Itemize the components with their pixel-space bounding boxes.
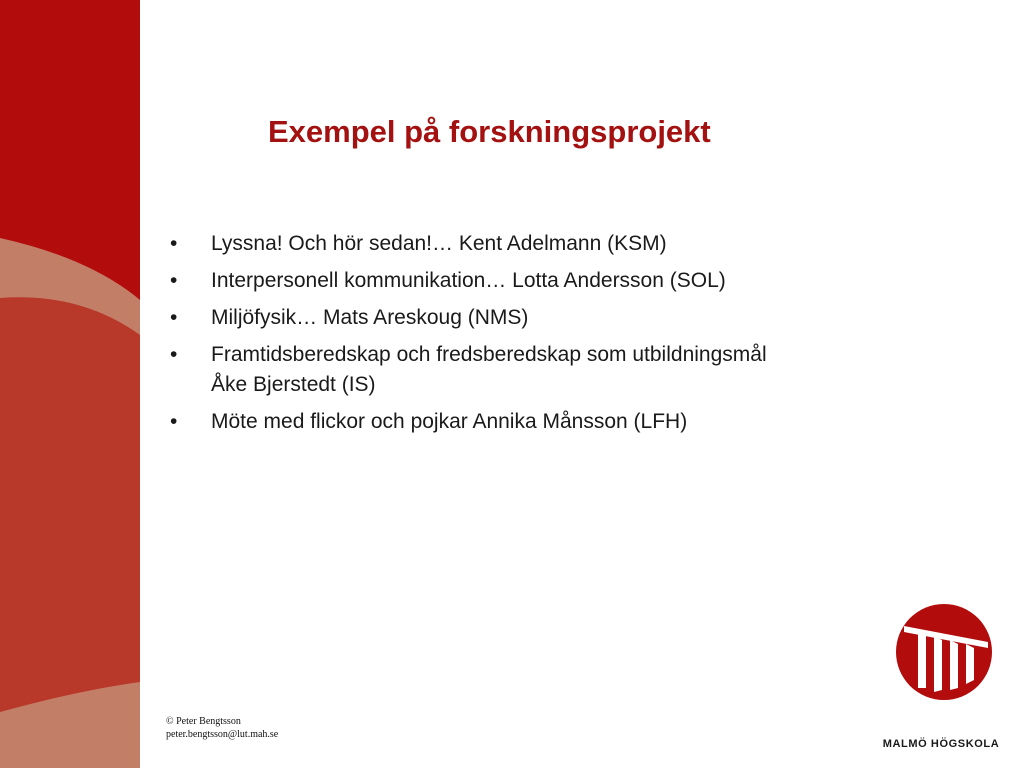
bullet-item — [170, 407, 930, 437]
decorative-side-band — [0, 0, 140, 768]
bullet-marker: • — [170, 306, 178, 329]
bullet-item — [170, 266, 930, 296]
bullet-item — [170, 340, 930, 400]
bullet-marker: • — [170, 232, 178, 255]
bullet-text-continued: Åke Bjerstedt (IS) — [211, 373, 376, 396]
malmo-hogskola-logo-icon — [880, 602, 1008, 702]
logo-wordmark: MALMÖ HÖGSKOLA — [882, 738, 1000, 750]
bullet-text: Lyssna! Och hör sedan!… Kent Adelmann (KSM) — [211, 232, 667, 255]
bullet-item — [170, 303, 930, 333]
bullet-item — [170, 229, 930, 259]
bullet-marker: • — [170, 410, 178, 433]
slide-title: Exempel på forskningsprojekt — [268, 114, 711, 149]
bullet-text: Interpersonell kommunikation… Lotta Andersson (SOL) — [211, 269, 726, 292]
bullet-marker: • — [170, 269, 178, 292]
bullet-text: Framtidsberedskap och fredsberedskap som utbildningsmål — [211, 343, 767, 366]
footer-credit — [166, 715, 278, 741]
bullet-text: Möte med flickor och pojkar Annika Månsson (LFH) — [211, 410, 688, 433]
bullet-list — [170, 229, 930, 444]
credit-email: peter.bengtsson@lut.mah.se — [166, 729, 279, 740]
bullet-marker: • — [170, 343, 178, 366]
credit-name: © Peter Bengtsson — [166, 716, 241, 727]
bullet-text: Miljöfysik… Mats Areskoug (NMS) — [211, 306, 529, 329]
